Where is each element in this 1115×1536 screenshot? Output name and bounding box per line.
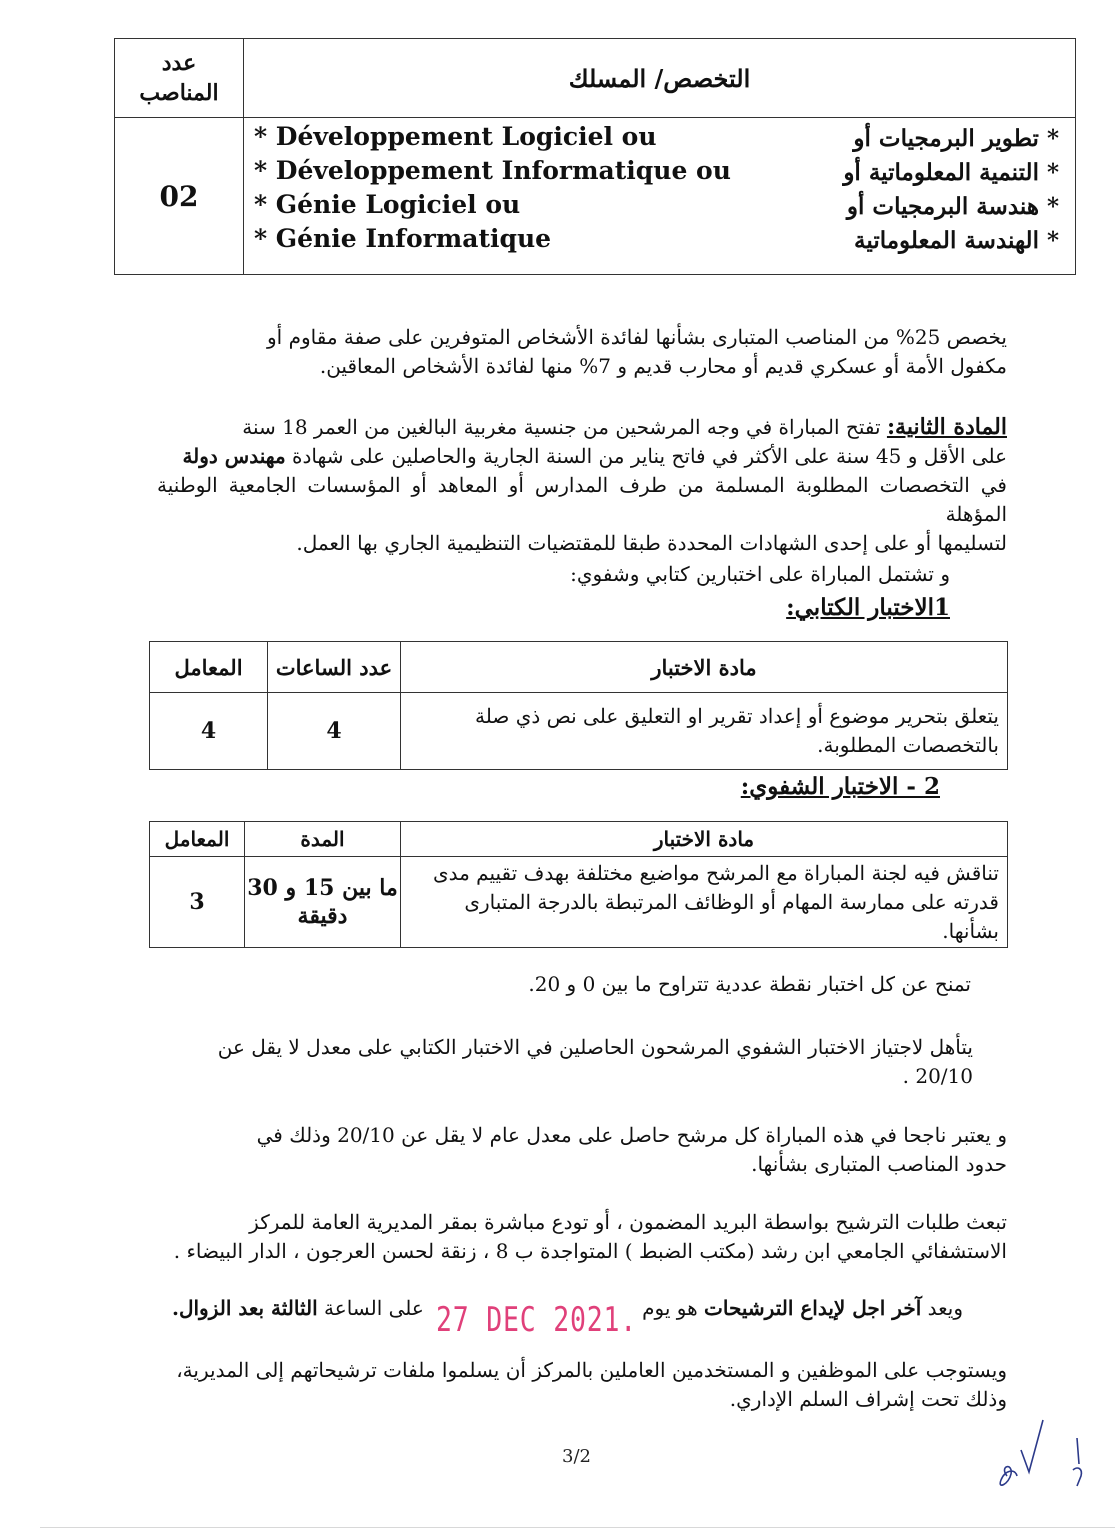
article-two-title: المادة الثانية:: [886, 414, 1007, 440]
specialties-arabic: [843, 122, 1059, 258]
written-exam-table: [149, 641, 1008, 770]
written-subject-header: مادة الاختبار: [401, 642, 1008, 693]
scan-edge-line: [40, 1527, 1115, 1528]
specialty-ar: * الهندسة المعلوماتية: [854, 227, 1059, 254]
quota-paragraph: [167, 323, 1007, 381]
oral-exam-table: [149, 821, 1008, 948]
oral-subject-line1: تناقش فيه لجنة المباراة مع المرشح مواضيع مختلفة بهدف تقييم مدى: [432, 860, 999, 885]
specialty-fr: * Développement Informatique ou: [254, 156, 731, 185]
oral-exam-title: 2 - الاختبار الشفوي:: [740, 773, 940, 800]
spec-header: التخصص/ المسلك: [568, 63, 751, 93]
success-line1: و يعتبر ناجحا في هذه المباراة كل مرشح حاصل على معدل عام لا يقل عن 20/10 وذلك في: [256, 1123, 1007, 1147]
qualify-paragraph: [133, 1033, 973, 1091]
quota-line1: يخصص 25% من المناصب المتبارى بشأنها لفائدة الأشخاص المتوفرين على صفة مقاوم أو: [267, 325, 1007, 349]
qualify-line1: يتأهل لاجتياز الاختبار الشفوي المرشحون الحاصلين في الاختبار الكتابي على معدل لا يقل عن: [217, 1035, 973, 1059]
staff-line1: ويستوجب على الموظفين و المستخدمين العاملين بالمركز أن يسلموا ملفات ترشيحاتهم إلى المديرية،: [176, 1358, 1007, 1382]
specialty-ar: * التنمية المعلوماتية أو: [843, 159, 1059, 186]
written-hours-header: عدد الساعات: [268, 642, 401, 693]
exams-intro: و تشتمل المباراة على اختبارين كتابي وشفوي:: [570, 562, 950, 586]
deadline-right: [642, 1296, 963, 1320]
spec-value-cell: [244, 118, 1076, 275]
specialty-fr: * Génie Logiciel ou: [254, 190, 521, 219]
count-header-line1: عدد: [161, 50, 197, 76]
specialty-fr: * Génie Informatique: [254, 224, 552, 253]
count-header-cell: [115, 39, 244, 118]
deadline-after: على الساعة: [324, 1296, 424, 1320]
deadline-mid: هو يوم: [642, 1296, 698, 1320]
oral-coef-header: المعامل: [150, 822, 245, 857]
grading-text: تمنح عن كل اختبار نقطة عددية تتراوح ما بين 0 و 20.: [528, 972, 971, 996]
submission-line2: الاستشفائي الجامعي ابن رشد (مكتب الضبط ) المتواجدة ب 8 ، زنقة لحسن العرجون ، الدار البيضاء .: [173, 1239, 1007, 1263]
success-line2: حدود المناصب المتبارى بشأنها.: [751, 1152, 1007, 1176]
signature-mark: [985, 1410, 1095, 1500]
specialty-ar: * تطوير البرمجيات أو: [853, 125, 1059, 152]
written-coef: 4: [150, 693, 268, 770]
deadline-time: الثالثة بعد الزوال.: [172, 1296, 318, 1320]
deadline-label: آخر اجل لإيداع الترشيحات: [704, 1296, 922, 1320]
date-stamp: 27 DEC 2021.: [436, 1300, 637, 1340]
qualify-line2: 20/10 .: [902, 1064, 973, 1088]
deadline-prefix: ويعد: [927, 1296, 963, 1320]
written-exam-title: 1الاختبار الكتابي:: [786, 594, 950, 621]
article-two-text1: تفتح المباراة في وجه المرشحين من جنسية مغربية البالغين من العمر 18 سنة: [242, 415, 881, 439]
written-hours: 4: [268, 693, 401, 770]
article-two-line2: [157, 442, 1007, 471]
positions-count: 02: [159, 179, 199, 213]
oral-subject-line2: قدرته على ممارسة المهام أو الوظائف المرتبطة بالدرجة المتبارى بشأنها.: [464, 889, 999, 943]
deadline-left: [172, 1296, 424, 1320]
success-paragraph: [167, 1121, 1007, 1179]
oral-duration-line2: دقيقة: [297, 903, 348, 929]
staff-paragraph: [167, 1356, 1007, 1414]
article-two-paragraph: [157, 413, 1007, 558]
page-number: 3/2: [562, 1446, 591, 1467]
specialty-fr: * Développement Logiciel ou: [254, 122, 657, 151]
submission-paragraph: [167, 1208, 1007, 1266]
written-subject: [401, 693, 1008, 770]
oral-duration-header: المدة: [245, 822, 401, 857]
submission-line1: تبعث طلبات الترشيح بواسطة البريد المضمون ، أو تودع مباشرة بمقر المديرية العامة للمركز: [249, 1210, 1007, 1234]
oral-duration: [245, 857, 401, 948]
specialty-ar: * هندسة البرمجيات أو: [846, 193, 1059, 220]
oral-duration-line1: ما بين 15 و 30: [247, 875, 398, 901]
written-subject-line1: يتعلق بتحرير موضوع أو إعداد تقرير او التعليق على نص ذي صلة: [475, 704, 999, 728]
count-value-cell: [115, 118, 244, 275]
article-two-text2: على الأقل و 45 سنة على الأكثر في فاتح يناير من السنة الجارية والحاصلين على شهادة: [292, 444, 1007, 468]
quota-line2: مكفول الأمة أو عسكري قديم أو محارب قديم و 7% منها لفائدة الأشخاص المعاقين.: [319, 354, 1007, 378]
oral-subject: [401, 857, 1008, 948]
count-header-line2: المناصب: [139, 80, 219, 106]
oral-subject-header: مادة الاختبار: [401, 822, 1008, 857]
oral-coef: 3: [150, 857, 245, 948]
written-coef-header: المعامل: [150, 642, 268, 693]
specialties-table: [114, 38, 1076, 275]
written-subject-line2: بالتخصصات المطلوبة.: [817, 733, 999, 757]
specialties-french: [254, 120, 731, 256]
article-two-line4: لتسليمها أو على إحدى الشهادات المحددة طبقا للمقتضيات التنظيمية الجاري بها العمل.: [296, 531, 1007, 555]
spec-header-cell: [244, 39, 1076, 118]
article-two-line1: [157, 413, 1007, 442]
staff-line2: وذلك تحت إشراف السلم الإداري.: [729, 1387, 1007, 1411]
article-two-line3: في التخصصات المطلوبة المسلمة من طرف المدارس أو المعاهد أو المؤسسات الجامعية الوطنية المؤهلة: [157, 473, 1007, 526]
degree-name: مهندس دولة: [182, 444, 286, 468]
